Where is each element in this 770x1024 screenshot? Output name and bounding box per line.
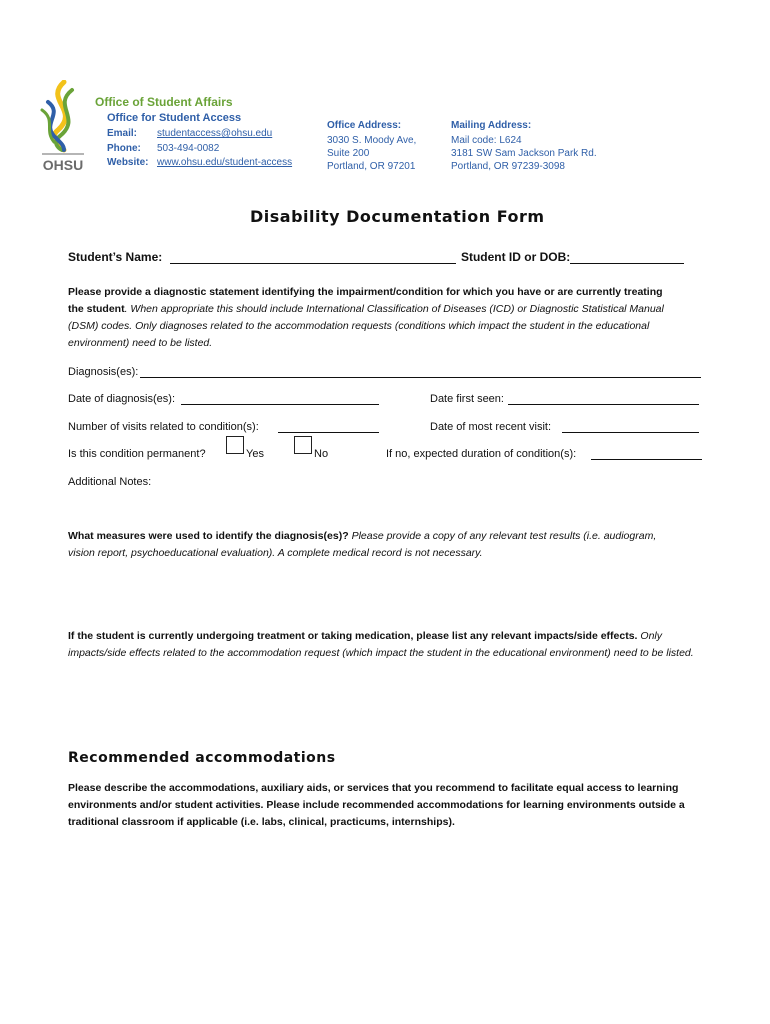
measures-instructions-bold: What measures were used to identify the diagnosis(es)? — [68, 530, 349, 542]
duration-label: If no, expected duration of condition(s): — [386, 448, 577, 460]
additional-notes-field[interactable] — [68, 492, 702, 522]
treatment-instructions — [68, 628, 708, 662]
office-address — [327, 120, 416, 173]
diagnosis-field[interactable] — [140, 377, 701, 378]
phone-label: Phone: — [107, 143, 141, 154]
student-id-field[interactable] — [570, 252, 684, 264]
recent-visit-field[interactable] — [562, 432, 699, 433]
treatment-instructions-bold: If the student is currently undergoing treatment or taking medication, please list any relevant impacts/side effects. — [68, 630, 638, 642]
recommended-instructions: Please describe the accommodations, auxiliary aids, or services that you recommend to facilitate equal access to learning environments and/or student activities. Please include recommended accommodations for learning environments outside a traditional classroom if applicable (i.e. labs, clinical, practicums, internships). — [68, 782, 685, 828]
visits-field[interactable] — [278, 432, 379, 433]
recommended-heading: Recommended accommodations — [68, 750, 336, 766]
email-link[interactable]: studentaccess@ohsu.edu — [157, 128, 273, 139]
office-student-affairs: Office of Student Affairs — [95, 95, 233, 109]
student-name-row — [68, 250, 708, 264]
duration-field[interactable] — [591, 459, 702, 460]
student-name-field[interactable] — [170, 252, 456, 264]
mailing-address-line3: Portland, OR 97239-3098 — [451, 161, 565, 172]
diagnostic-instructions-bold: Please provide a diagnostic statement identifying the impairment/condition for which you have or are currently treating the student — [68, 286, 663, 315]
student-id-label: Student ID or DOB: — [460, 250, 571, 264]
office-address-line3: Portland, OR 97201 — [327, 161, 416, 172]
date-first-seen-field[interactable] — [508, 404, 699, 405]
diagnosis-label: Diagnosis(es): — [68, 366, 139, 378]
ohsu-logo-text: OHSU — [42, 157, 84, 173]
ohsu-logo-icon — [34, 80, 90, 176]
mailing-address — [451, 120, 597, 173]
student-name-label: Student’s Name: — [68, 250, 163, 264]
mailing-address-heading: Mailing Address: — [451, 120, 532, 131]
date-diagnosis-field[interactable] — [181, 404, 379, 405]
recent-visit-label: Date of most recent visit: — [430, 421, 552, 433]
permanent-label: Is this condition permanent? — [68, 448, 206, 460]
yes-checkbox[interactable] — [226, 436, 244, 454]
treatment-field[interactable] — [68, 683, 702, 743]
measures-instructions-italic: Please provide a copy of any relevant test results (i.e. audiogram, vision report, psychoeducational evaluation). A complete medical record is not necessary. — [68, 530, 657, 559]
website-link[interactable]: www.ohsu.edu/student-access — [157, 157, 293, 168]
form-title: Disability Documentation Form — [250, 207, 545, 226]
recommended-field[interactable] — [68, 838, 702, 988]
diagnostic-instructions — [68, 284, 678, 352]
treatment-instructions-italic: Only impacts/side effects related to the accommodation request (which impact the student in the educational environment) need to be listed. — [68, 630, 694, 659]
mailing-address-line2: 3181 SW Sam Jackson Park Rd. — [451, 148, 597, 159]
mailing-address-line1: Mail code: L624 — [451, 135, 522, 146]
office-address-line1: 3030 S. Moody Ave, — [327, 135, 417, 146]
website-label: Website: — [107, 157, 149, 168]
visits-label: Number of visits related to condition(s): — [68, 421, 259, 433]
date-diagnosis-label: Date of diagnosis(es): — [68, 393, 175, 405]
measures-instructions — [68, 528, 668, 562]
no-label: No — [314, 448, 329, 460]
additional-notes-label: Additional Notes: — [68, 476, 152, 488]
diagnostic-instructions-italic: . When appropriate this should include International Classification of Diseases (ICD) or Diagnostic Statistical Manual (DSM) codes. Only diagnoses related to the accommodation requests (conditions which impact the student in the educational environment) need to be listed. — [68, 303, 664, 349]
yes-label: Yes — [246, 448, 264, 460]
no-checkbox[interactable] — [294, 436, 312, 454]
office-address-line2: Suite 200 — [327, 148, 370, 159]
measures-field[interactable] — [68, 566, 702, 622]
phone-value: 503-494-0082 — [157, 143, 220, 154]
email-label: Email: — [107, 128, 138, 139]
office-address-heading: Office Address: — [327, 120, 402, 131]
date-first-seen-label: Date first seen: — [430, 393, 504, 405]
office-student-access: Office for Student Access — [107, 112, 242, 124]
